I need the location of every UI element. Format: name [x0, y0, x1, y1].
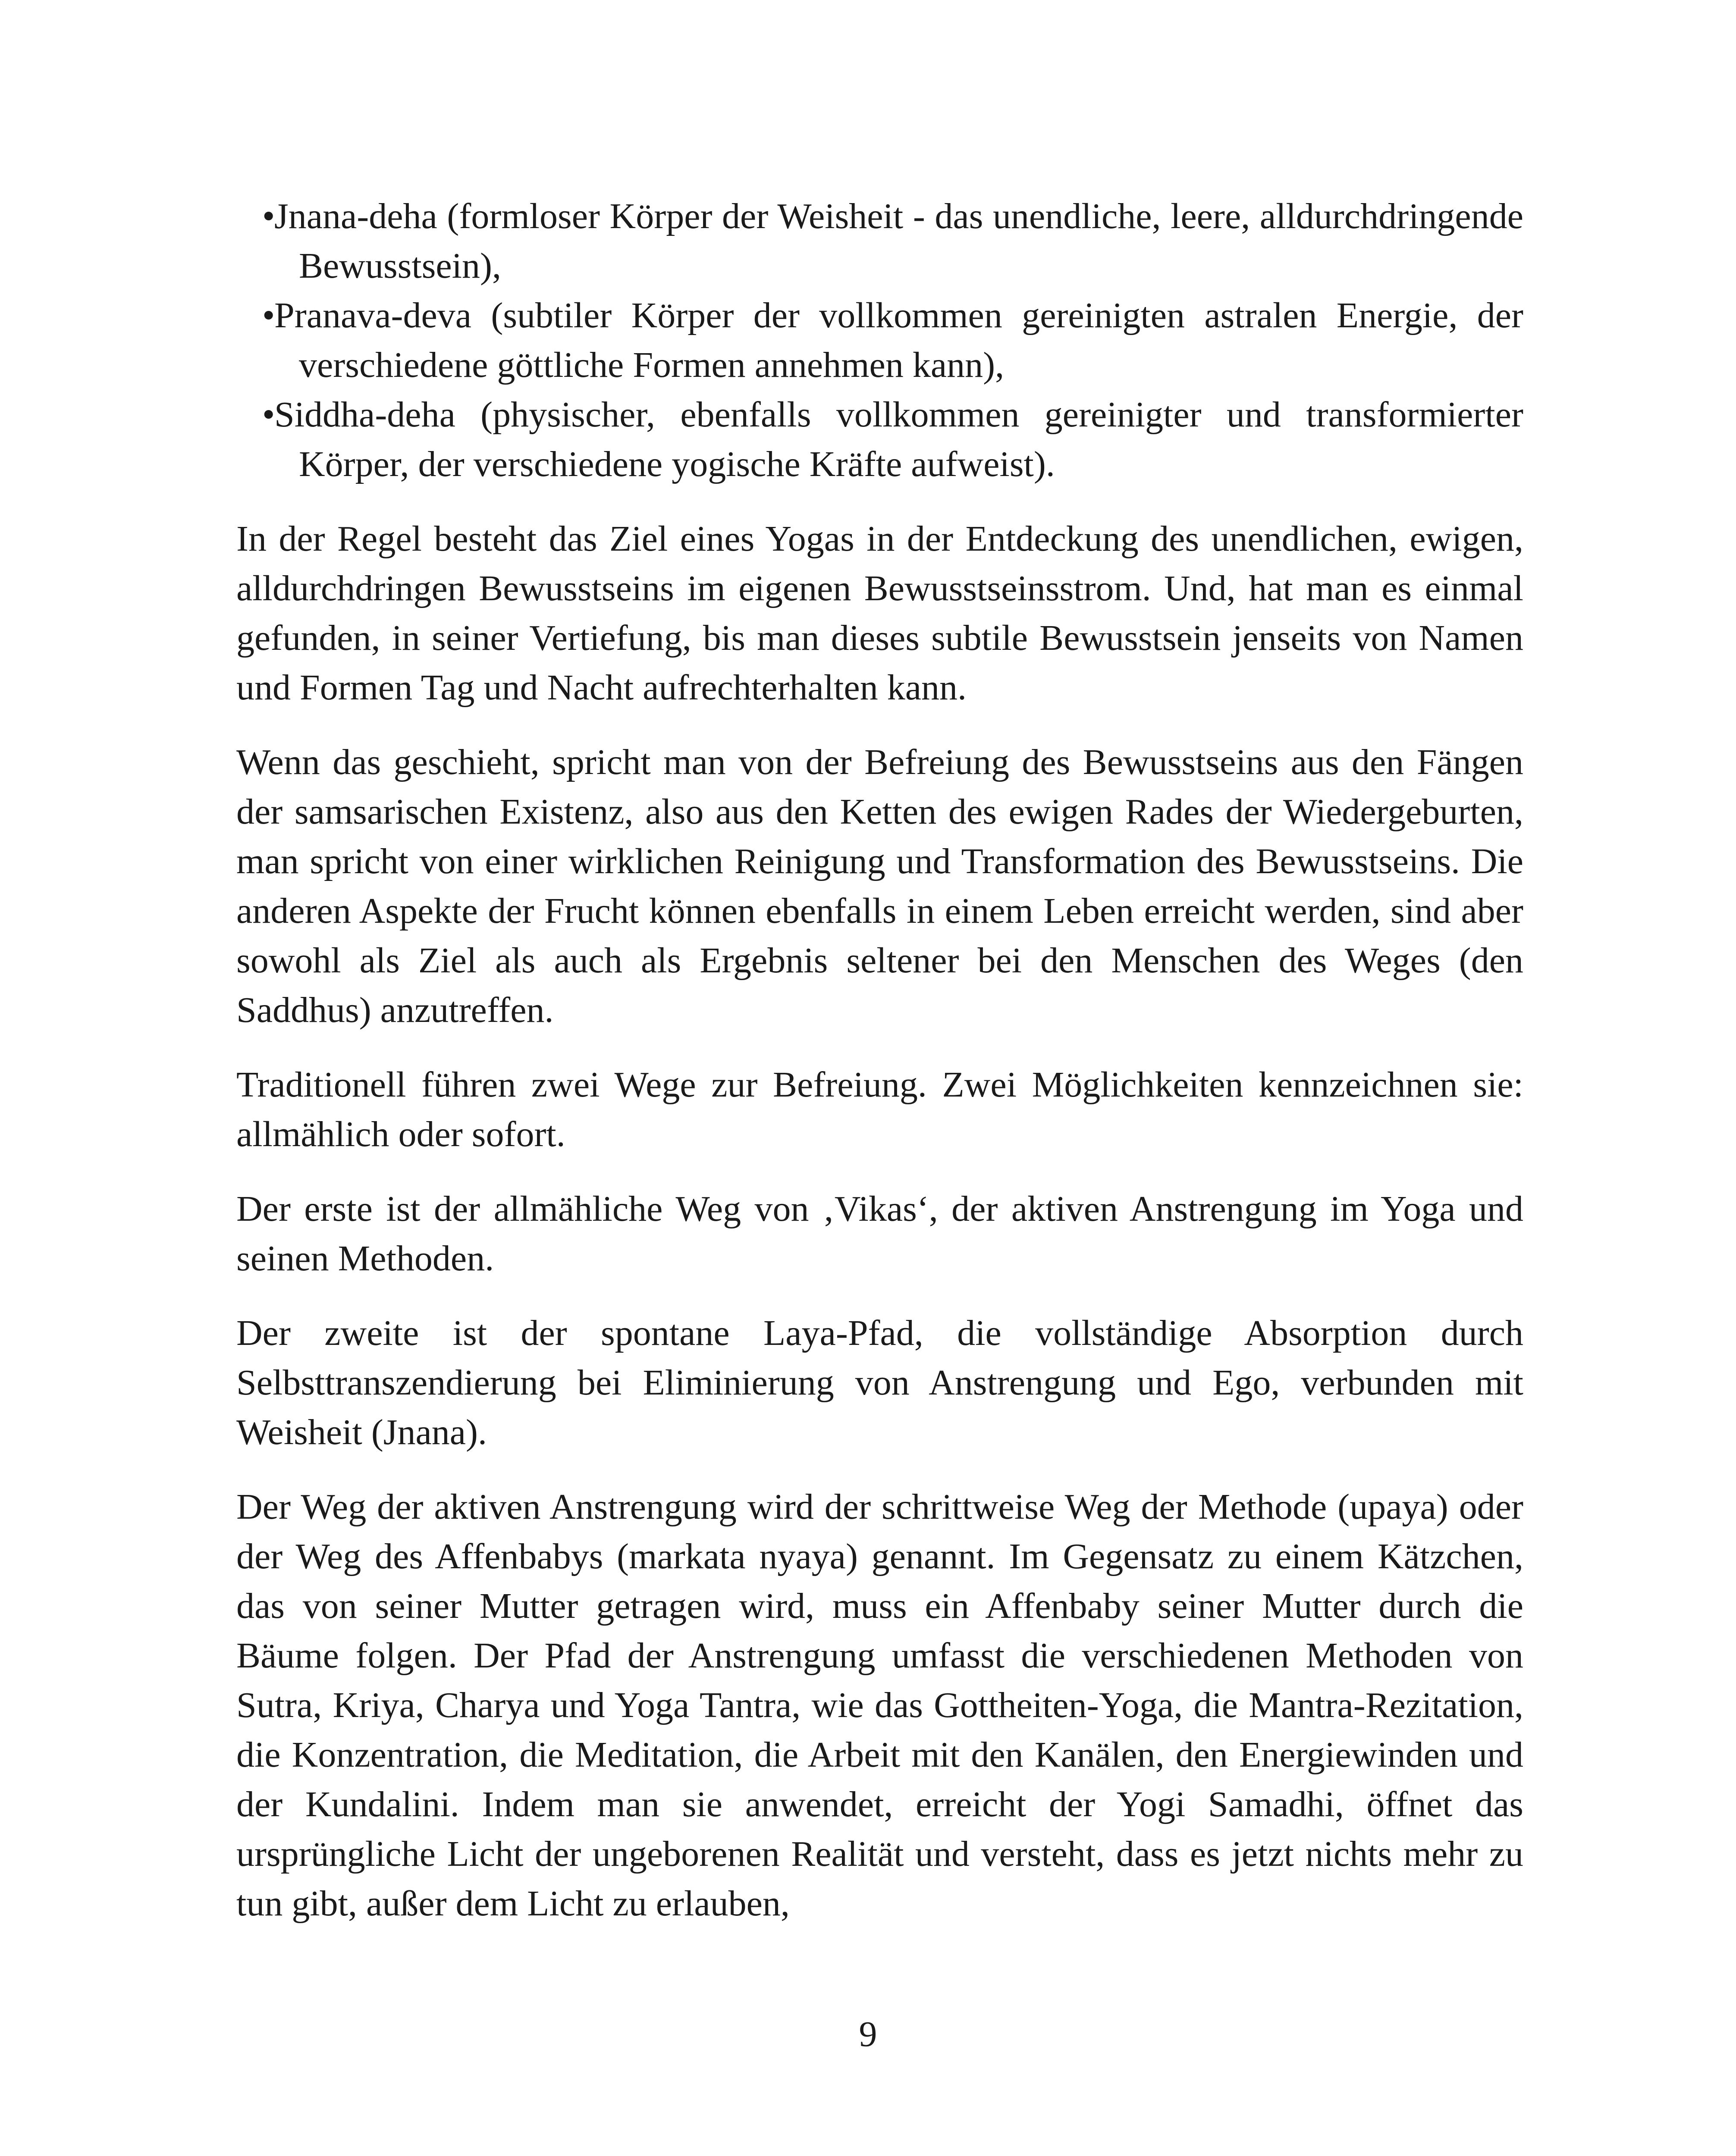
bullet-marker: •: [262, 196, 275, 236]
paragraph: Der zweite ist der spontane Laya-Pfad, die vollständige Absorption durch Selbsttranszendierung bei Eliminierung von Anstrengung und Ego, verbunden mit Weisheit (Jnana).: [236, 1313, 1523, 1452]
body-bullet-list: [236, 191, 1523, 489]
bullet-text: Jnana-deha (formloser Körper der Weisheit - das unendliche, leere, alldurchdringende Bewusstsein),: [274, 196, 1523, 286]
bullet-item-siddha-deha: [236, 390, 1523, 489]
paragraph: In der Regel besteht das Ziel eines Yogas in der Entdeckung des unendlichen, ewigen, alldurchdringen Bewusstseins im eigenen Bewusstseinsstrom. Und, hat man es einmal gefunden, in seiner Vertiefung, bis man dieses subtile Bewusstsein jenseits von Namen und Formen Tag und Nacht aufrechterhalten kann.: [236, 519, 1523, 708]
paragraph: Wenn das geschieht, spricht man von der Befreiung des Bewusstseins aus den Fängen der samsarischen Existenz, also aus den Ketten des ewigen Rades der Wiedergeburten, man spricht von einer wirklichen Reinigung und Transformation des Bewusstseins. Die anderen Aspekte der Frucht können ebenfalls in einem Leben erreicht werden, sind aber sowohl als Ziel als auch als Ergebnis seltener bei den Menschen des Weges (den Saddhus) anzutreffen.: [236, 742, 1523, 1030]
bullet-marker: •: [262, 295, 275, 335]
body-text: [236, 191, 1523, 1928]
bullet-text: Siddha-deha (physischer, ebenfalls vollkommen gereinigter und transformierter Körper, der verschiedene yogische Kräfte aufweist).: [274, 395, 1523, 484]
paragraph: Der erste ist der allmähliche Weg von ‚Vikas‘, der aktiven Anstrengung im Yoga und seinen Methoden.: [236, 1189, 1523, 1279]
bullet-text: Pranava-deva (subtiler Körper der vollkommen gereinigten astralen Energie, der verschiedene göttliche Formen annehmen kann),: [274, 295, 1523, 385]
paragraph: Der Weg der aktiven Anstrengung wird der schrittweise Weg der Methode (upaya) oder der Weg des Affenbabys (markata nyaya) genannt. Im Gegensatz zu einem Kätzchen, das von seiner Mutter getragen wird, muss ein Affenbaby seiner Mutter durch die Bäume folgen. Der Pfad der Anstrengung umfasst die verschiedenen Methoden von Sutra, Kriya, Charya und Yoga Tantra, wie das Gottheiten-Yoga, die Mantra-Rezitation, die Konzentration, die Meditation, die Arbeit mit den Kanälen, den Energiewinden und der Kundalini. Indem man sie anwendet, erreicht der Yogi Samadhi, öffnet das ursprüngliche Licht der ungeborenen Realität und versteht, dass es jetzt nichts mehr zu tun gibt, außer dem Licht zu erlauben,: [236, 1487, 1523, 1924]
bullet-marker: •: [262, 395, 275, 435]
bullet-item-pranava-deva: [236, 291, 1523, 390]
page-number: 9: [859, 2014, 877, 2054]
paragraph: Traditionell führen zwei Wege zur Befreiung. Zwei Möglichkeiten kennzeichnen sie: allmählich oder sofort.: [236, 1065, 1523, 1154]
bullet-item-jnana-deha: [236, 191, 1523, 291]
